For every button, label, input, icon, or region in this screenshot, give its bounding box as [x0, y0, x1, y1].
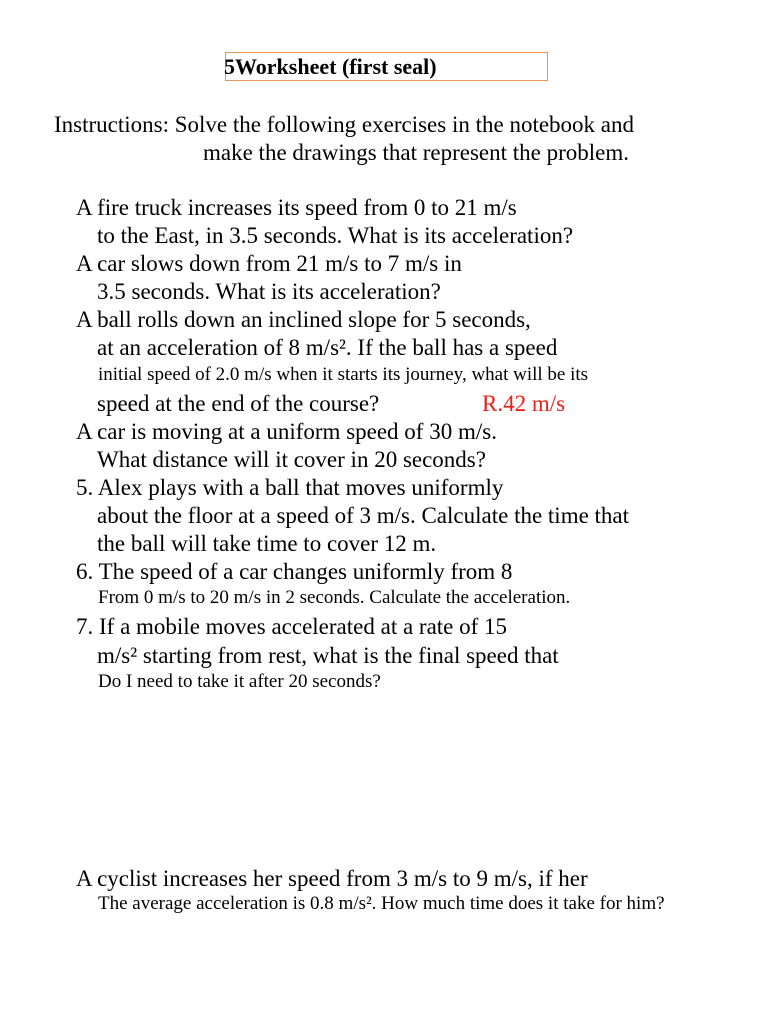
- page-title: 5Worksheet (first seal): [224, 54, 437, 79]
- exercise-5-line-3: the ball will take time to cover 12 m.: [97, 531, 437, 556]
- exercise-6-line-2: From 0 m/s to 20 m/s in 2 seconds. Calculate the acceleration.: [98, 587, 571, 608]
- exercise-8-line-2: The average acceleration is 0.8 m/s². How much time does it take for him?: [98, 893, 665, 914]
- exercise-7-line-3: Do I need to take it after 20 seconds?: [98, 671, 381, 692]
- exercise-1-line-2: to the East, in 3.5 seconds. What is its acceleration?: [97, 223, 574, 248]
- exercise-6-line-1: 6. The speed of a car changes uniformly from 8: [76, 559, 513, 584]
- exercise-7-line-2: m/s² starting from rest, what is the final speed that: [97, 643, 559, 668]
- exercise-7-line-1: 7. If a mobile moves accelerated at a rate of 15: [76, 614, 508, 639]
- instructions-line-2: make the drawings that represent the problem.: [203, 140, 629, 165]
- exercise-3-line-1: A ball rolls down an inclined slope for 5 seconds,: [76, 307, 531, 332]
- exercise-3-line-3: initial speed of 2.0 m/s when it starts its journey, what will be its: [98, 364, 589, 385]
- exercise-2-line-1: A car slows down from 21 m/s to 7 m/s in: [76, 251, 462, 276]
- exercise-5-line-1: 5. Alex plays with a ball that moves uniformly: [76, 475, 504, 500]
- instructions-line-1: Instructions: Solve the following exercises in the notebook and: [54, 112, 634, 137]
- exercise-1-line-1: A fire truck increases its speed from 0 to 21 m/s: [76, 195, 517, 220]
- exercise-2-line-2: 3.5 seconds. What is its acceleration?: [97, 279, 441, 304]
- exercise-3-line-4: speed at the end of the course?: [97, 391, 380, 416]
- exercise-3-answer: R.42 m/s: [482, 391, 566, 416]
- exercise-4-line-1: A car is moving at a uniform speed of 30 m/s.: [76, 419, 497, 444]
- exercise-3-line-2: at an acceleration of 8 m/s². If the ball has a speed: [97, 335, 558, 360]
- exercise-4-line-2: What distance will it cover in 20 seconds?: [97, 447, 486, 472]
- exercise-8-line-1: A cyclist increases her speed from 3 m/s to 9 m/s, if her: [76, 866, 588, 891]
- exercise-5-line-2: about the floor at a speed of 3 m/s. Calculate the time that: [97, 503, 630, 528]
